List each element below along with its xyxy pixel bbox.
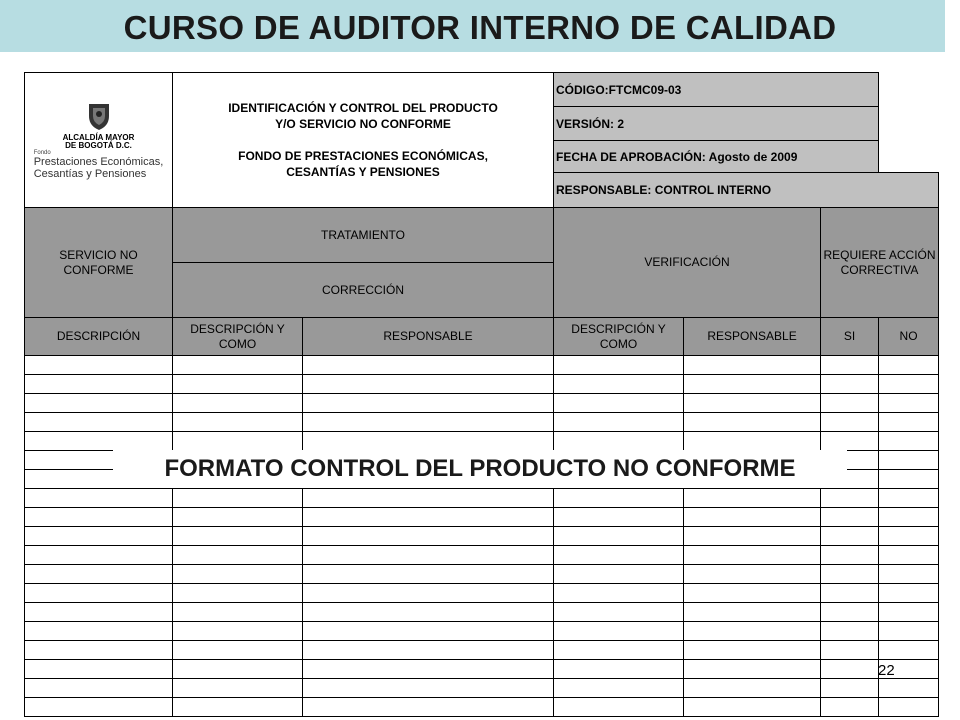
form-entry-cell[interactable] xyxy=(173,527,303,546)
form-entry-cell[interactable] xyxy=(173,546,303,565)
form-entry-cell[interactable] xyxy=(821,584,879,603)
form-entry-row xyxy=(25,622,939,641)
form-entry-cell[interactable] xyxy=(879,432,939,451)
form-entry-cell[interactable] xyxy=(684,679,821,698)
page-number: 22 xyxy=(878,662,895,679)
form-entry-cell[interactable] xyxy=(821,679,879,698)
form-entry-cell[interactable] xyxy=(684,508,821,527)
blank-rows xyxy=(25,356,939,717)
version-cell: VERSIÓN: 2 xyxy=(554,107,879,141)
form-entry-cell[interactable] xyxy=(25,546,173,565)
ident-line-3: FONDO DE PRESTACIONES ECONÓMICAS, xyxy=(238,149,488,163)
codigo-cell: CÓDIGO:FTCMC09-03 xyxy=(554,73,879,107)
header-descripcion-como-2: DESCRIPCIÓN Y COMO xyxy=(554,318,684,356)
header-verificacion: VERIFICACIÓN xyxy=(554,208,821,318)
form-entry-cell[interactable] xyxy=(173,394,303,413)
form-entry-cell[interactable] xyxy=(25,679,173,698)
form-entry-cell[interactable] xyxy=(684,394,821,413)
form-entry-cell[interactable] xyxy=(879,565,939,584)
form-entry-cell[interactable] xyxy=(173,375,303,394)
form-entry-cell[interactable] xyxy=(879,584,939,603)
form-entry-cell[interactable] xyxy=(173,356,303,375)
form-entry-cell[interactable] xyxy=(303,641,554,660)
form-entry-row xyxy=(25,641,939,660)
form-entry-cell[interactable] xyxy=(173,489,303,508)
form-entry-cell[interactable] xyxy=(879,508,939,527)
format-caption: FORMATO CONTROL DEL PRODUCTO NO CONFORME xyxy=(113,450,847,488)
form-entry-cell[interactable] xyxy=(879,489,939,508)
responsable-cell: RESPONSABLE: CONTROL INTERNO xyxy=(554,173,939,208)
form-entry-cell[interactable] xyxy=(303,546,554,565)
form-entry-row xyxy=(25,394,939,413)
form-entry-cell[interactable] xyxy=(554,394,684,413)
form-entry-cell[interactable] xyxy=(173,508,303,527)
form-entry-cell[interactable] xyxy=(303,489,554,508)
form-entry-row xyxy=(25,679,939,698)
form-entry-cell[interactable] xyxy=(879,546,939,565)
form-entry-cell[interactable] xyxy=(25,413,173,432)
form-entry-row xyxy=(25,546,939,565)
form-entry-cell[interactable] xyxy=(554,375,684,394)
form-entry-cell[interactable] xyxy=(879,470,939,489)
form-entry-cell[interactable] xyxy=(879,451,939,470)
coat-of-arms-icon xyxy=(85,100,113,132)
form-entry-cell[interactable] xyxy=(25,356,173,375)
form-entry-cell[interactable] xyxy=(684,432,821,451)
form-entry-cell[interactable] xyxy=(303,375,554,394)
form-entry-row xyxy=(25,698,939,717)
form-entry-cell[interactable] xyxy=(554,432,684,451)
form-entry-cell[interactable] xyxy=(173,603,303,622)
header-correccion: CORRECCIÓN xyxy=(173,263,554,318)
form-entry-cell[interactable] xyxy=(879,622,939,641)
form-entry-row xyxy=(25,508,939,527)
ident-line-1: IDENTIFICACIÓN Y CONTROL DEL PRODUCTO xyxy=(228,101,498,115)
form-entry-row xyxy=(25,489,939,508)
ident-line-2: Y/O SERVICIO NO CONFORME xyxy=(275,117,451,131)
header-descripcion: DESCRIPCIÓN xyxy=(25,318,173,356)
header-requiere: REQUIERE ACCIÓN CORRECTIVA xyxy=(821,208,939,318)
form-entry-cell[interactable] xyxy=(554,413,684,432)
form-entry-cell[interactable] xyxy=(173,679,303,698)
header-no: NO xyxy=(879,318,939,356)
form-entry-cell[interactable] xyxy=(554,489,684,508)
form-entry-cell[interactable] xyxy=(173,584,303,603)
form-entry-row xyxy=(25,413,939,432)
form-entry-cell[interactable] xyxy=(173,413,303,432)
form-entry-cell[interactable] xyxy=(879,356,939,375)
form-entry-cell[interactable] xyxy=(554,641,684,660)
form-entry-cell[interactable] xyxy=(554,565,684,584)
form-entry-cell[interactable] xyxy=(554,527,684,546)
logo-line-2: DE BOGOTÁ D.C. xyxy=(65,141,132,150)
identification-cell xyxy=(173,73,554,208)
form-entry-cell[interactable] xyxy=(821,375,879,394)
form-entry-cell[interactable] xyxy=(879,641,939,660)
form-entry-cell[interactable] xyxy=(554,698,684,717)
form-entry-cell[interactable] xyxy=(821,356,879,375)
form-entry-cell[interactable] xyxy=(25,394,173,413)
form-entry-cell[interactable] xyxy=(879,603,939,622)
form-entry-cell[interactable] xyxy=(25,603,173,622)
fecha-cell: FECHA DE APROBACIÓN: Agosto de 2009 xyxy=(554,141,879,173)
form-entry-cell[interactable] xyxy=(821,565,879,584)
form-entry-cell[interactable] xyxy=(879,394,939,413)
form-entry-cell[interactable] xyxy=(554,622,684,641)
form-entry-cell[interactable] xyxy=(303,508,554,527)
form-entry-cell[interactable] xyxy=(879,679,939,698)
form-entry-cell[interactable] xyxy=(821,508,879,527)
form-entry-cell[interactable] xyxy=(303,622,554,641)
form-entry-cell[interactable] xyxy=(303,394,554,413)
form-entry-cell[interactable] xyxy=(25,489,173,508)
form-entry-cell[interactable] xyxy=(303,603,554,622)
slide-title: CURSO DE AUDITOR INTERNO DE CALIDAD xyxy=(123,9,837,46)
form-entry-cell[interactable] xyxy=(25,698,173,717)
form-entry-cell[interactable] xyxy=(303,432,554,451)
form-entry-row xyxy=(25,660,939,679)
form-entry-cell[interactable] xyxy=(684,584,821,603)
form-entry-cell[interactable] xyxy=(25,622,173,641)
form-entry-row xyxy=(25,375,939,394)
form-entry-cell[interactable] xyxy=(684,622,821,641)
header-si: SI xyxy=(821,318,879,356)
form-entry-cell[interactable] xyxy=(554,546,684,565)
form-entry-cell[interactable] xyxy=(303,679,554,698)
form-entry-cell[interactable] xyxy=(173,660,303,679)
form-entry-cell[interactable] xyxy=(173,565,303,584)
form-entry-cell[interactable] xyxy=(25,565,173,584)
form-entry-cell[interactable] xyxy=(554,356,684,375)
form-entry-cell[interactable] xyxy=(303,660,554,679)
form-entry-cell[interactable] xyxy=(554,660,684,679)
form-entry-row xyxy=(25,356,939,375)
form-entry-cell[interactable] xyxy=(554,584,684,603)
form-entry-cell[interactable] xyxy=(821,698,879,717)
form-entry-cell[interactable] xyxy=(879,375,939,394)
form-entry-cell[interactable] xyxy=(821,622,879,641)
form-entry-cell[interactable] xyxy=(173,698,303,717)
form-entry-cell[interactable] xyxy=(684,546,821,565)
form-entry-cell[interactable] xyxy=(684,527,821,546)
form-entry-cell[interactable] xyxy=(554,679,684,698)
form-entry-cell[interactable] xyxy=(173,432,303,451)
form-entry-cell[interactable] xyxy=(821,413,879,432)
form-entry-cell[interactable] xyxy=(173,622,303,641)
form-entry-cell[interactable] xyxy=(821,546,879,565)
logo-line-1: ALCALDÍA MAYOR xyxy=(62,133,135,142)
logo-small-text: Fondo xyxy=(33,150,51,156)
form-entry-cell[interactable] xyxy=(303,698,554,717)
form-entry-cell[interactable] xyxy=(303,356,554,375)
form-entry-cell[interactable] xyxy=(684,413,821,432)
institution-logo xyxy=(34,100,164,180)
header-responsable-2: RESPONSABLE xyxy=(684,318,821,356)
form-entry-row xyxy=(25,603,939,622)
form-entry-cell[interactable] xyxy=(684,489,821,508)
form-entry-cell[interactable] xyxy=(554,603,684,622)
form-entry-cell[interactable] xyxy=(25,375,173,394)
header-descripcion-como: DESCRIPCIÓN Y COMO xyxy=(173,318,303,356)
form-entry-cell[interactable] xyxy=(821,603,879,622)
form-entry-row xyxy=(25,565,939,584)
form-entry-row xyxy=(25,432,939,451)
logo-sub-1: Prestaciones Económicas, xyxy=(33,156,164,168)
form-entry-cell[interactable] xyxy=(684,698,821,717)
form-entry-cell[interactable] xyxy=(25,508,173,527)
form-entry-cell[interactable] xyxy=(303,413,554,432)
form-entry-row xyxy=(25,527,939,546)
form-entry-cell[interactable] xyxy=(554,508,684,527)
form-entry-cell[interactable] xyxy=(684,603,821,622)
form-entry-cell[interactable] xyxy=(25,432,173,451)
header-responsable: RESPONSABLE xyxy=(303,318,554,356)
form-entry-cell[interactable] xyxy=(684,565,821,584)
form-entry-cell[interactable] xyxy=(173,641,303,660)
form-entry-cell[interactable] xyxy=(821,660,879,679)
form-entry-cell[interactable] xyxy=(879,698,939,717)
form-entry-cell[interactable] xyxy=(821,432,879,451)
form-entry-cell[interactable] xyxy=(25,527,173,546)
form-entry-cell[interactable] xyxy=(303,565,554,584)
form-frame xyxy=(24,72,938,720)
form-entry-cell[interactable] xyxy=(684,660,821,679)
form-entry-cell[interactable] xyxy=(821,394,879,413)
form-entry-cell[interactable] xyxy=(684,356,821,375)
control-form-table xyxy=(24,72,939,717)
form-entry-cell[interactable] xyxy=(821,641,879,660)
form-entry-cell[interactable] xyxy=(821,527,879,546)
form-entry-cell[interactable] xyxy=(303,584,554,603)
ident-line-4: CESANTÍAS Y PENSIONES xyxy=(286,165,440,179)
form-entry-cell[interactable] xyxy=(684,641,821,660)
header-tratamiento: TRATAMIENTO xyxy=(173,208,554,263)
form-entry-cell[interactable] xyxy=(879,527,939,546)
header-servicio: SERVICIO NO CONFORME xyxy=(25,208,173,318)
form-entry-cell[interactable] xyxy=(25,641,173,660)
form-entry-cell[interactable] xyxy=(684,375,821,394)
form-entry-cell[interactable] xyxy=(879,413,939,432)
form-entry-cell[interactable] xyxy=(25,660,173,679)
form-entry-cell[interactable] xyxy=(821,489,879,508)
form-entry-row xyxy=(25,584,939,603)
form-entry-cell[interactable] xyxy=(303,527,554,546)
logo-cell xyxy=(25,73,173,208)
form-entry-cell[interactable] xyxy=(25,584,173,603)
logo-sub-2: Cesantías y Pensiones xyxy=(33,168,147,180)
